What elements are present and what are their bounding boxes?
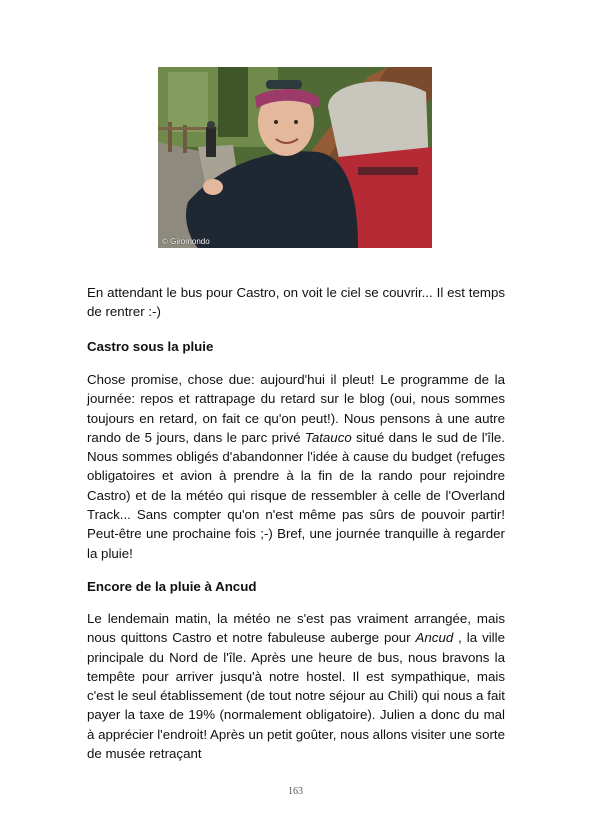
section-heading-ancud <box>87 577 505 596</box>
paragraph-text-part2: , la ville principale du Nord de l'île. Après une heure de bus, nous bravons la tempête pour arriver jusqu'à notre hostel. Il est sympathique, mais c'est le seul établissement (de tout notre séjour au Chili) qui nous a fait payer la taxe de 19% (normalement obligatoire). Julien a donc du mal à apprécier l'endroit! Après un petit goûter, nous allons visiter une sorte de musée retraçant <box>87 630 505 762</box>
paragraph-text <box>87 609 505 763</box>
paragraph-text <box>87 370 505 563</box>
hiker-photo-illustration <box>158 67 432 248</box>
paragraph-ancud <box>87 609 505 763</box>
page-number: 163 <box>288 786 303 797</box>
paragraph-text-part1: Le lendemain matin, la météo ne s'est pas vraiment arrangée, mais nous quittons Castro et notre fabuleuse auberge pour <box>87 611 505 646</box>
paragraph-text-part1: Chose promise, chose due: aujourd'hui il pleut! Le programme de la journée: repos et rattrapage du retard sur le blog (oui, nous sommes toujours en retard, on fait ce qu'on peut!). Nous pensons à une autre rando de 5 jours, dans le parc privé <box>87 372 505 445</box>
place-name-tatauco: Tatauco <box>304 429 352 445</box>
heading-castro-sous-la-pluie: Castro sous la pluie <box>87 339 214 354</box>
hiker-photo <box>158 67 432 248</box>
place-name-ancud: Ancud <box>415 630 454 646</box>
photo-credit: © Giromondo <box>162 237 210 246</box>
paragraph-rainy-day-castro <box>87 370 505 563</box>
paragraph-text-part2: situé dans le sud de l'île. Nous sommes obligés d'abandonner l'idée à cause du budget (refuges obligatoires et avion à prendre à la fin de la rando pour rejoindre Castro) et de la météo qui risque de ressembler à celle de l'Overland Track... Sans compter qu'on n'est même pas sûrs de pouvoir partir! Peut-être une prochaine fois ;-) Bref, une journée tranquille à regarder la pluie! <box>87 429 505 561</box>
paragraph-text: En attendant le bus pour Castro, on voit le ciel se couvrir... Il est temps de rentrer :-) <box>87 285 505 320</box>
paragraph-bus-to-castro <box>87 283 505 322</box>
heading-encore-de-la-pluie: Encore de la pluie à Ancud <box>87 579 257 594</box>
section-heading-castro <box>87 337 505 356</box>
